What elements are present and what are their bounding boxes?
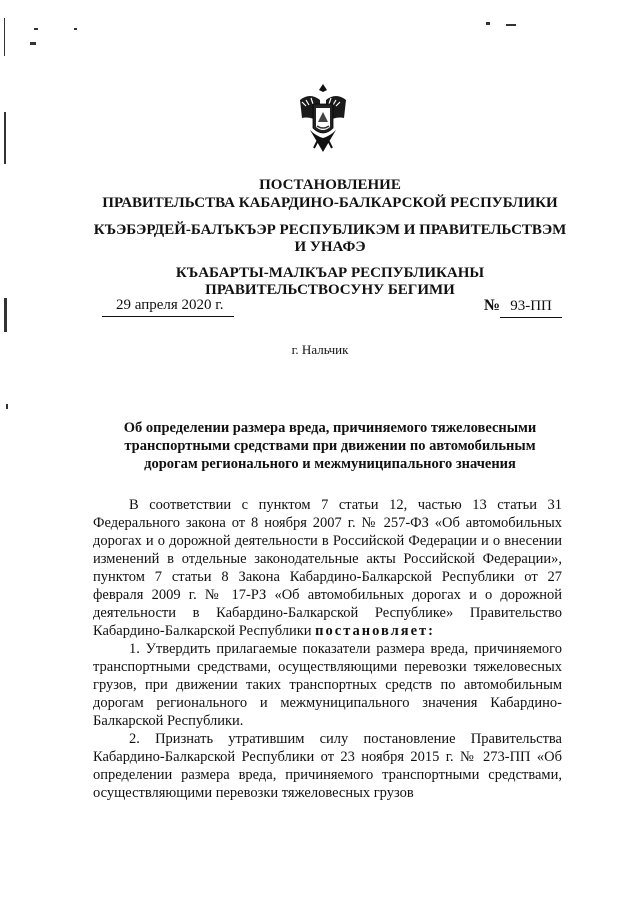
intro-paragraph [93, 496, 562, 640]
decree-word: постановляет: [315, 623, 435, 639]
government-name-ru: ПРАВИТЕЛЬСТВА КАБАРДИНО-БАЛКАРСКОЙ РЕСПУБЛИКИ [102, 195, 558, 211]
coat-of-arms-emblem [296, 82, 350, 154]
government-name-kbd: КЪЭБЭРДЕЙ-БАЛЪКЪЭР РЕСПУБЛИКЭМ И ПРАВИТЕЛЬСТВЭМ И УНАФЭ [93, 222, 567, 255]
document-number [484, 297, 568, 318]
document-type-heading: ПОСТАНОВЛЕНИЕ [259, 177, 401, 193]
item-2-paragraph: 2. Признать утратившим силу постановление Правительства Кабардино-Балкарской Республики от 23 ноября 2015 г. № 273-ПП «Об определении размера вреда, причиняемого транспортными средствами, осуществляющими перевозки тяжеловесных грузов [93, 731, 562, 801]
document-title: Об определении размера вреда, причиняемого тяжеловесными транспортными средствами при движении по автомобильным дорогам регионального и межмуниципального значения [123, 420, 537, 472]
document-number-value: 93-ПП [500, 298, 562, 318]
scan-speck [74, 28, 77, 30]
scan-speck [30, 42, 36, 45]
scan-speck [4, 298, 7, 332]
intro-text: В соответствии с пунктом 7 статьи 12, частью 13 статьи 31 Федерального закона от 8 ноября 2007 г. № 257-ФЗ «Об автомобильных дорогах и о дорожной деятельности в Российской Федерации и о внесении изменений в отдельные законодательные акты Российской Федерации», пунктом 7 статьи 8 Закона Кабардино-Балкарской Республики от 27 февраля 2009 г. № 17-РЗ «Об автомобильных дорогах и о дорожной деятельности в Кабардино-Балкарской Республике» Правительство Кабардино-Балкарской Республики [93, 497, 562, 639]
government-name-krc: КЪАБАРТЫ-МАЛКЪАР РЕСПУБЛИКАНЫ ПРАВИТЕЛЬСТВОСУНУ БЕГИМИ [175, 265, 485, 298]
document-date-value: 29 апреля 2020 г. [116, 297, 224, 313]
city-name: г. Нальчик [291, 342, 349, 357]
scan-speck [6, 404, 8, 409]
document-body [93, 496, 562, 802]
scan-speck [34, 28, 38, 30]
item-1-paragraph: 1. Утвердить прилагаемые показатели размера вреда, причиняемого транспортными средствами, осуществляющими перевозки тяжеловесных грузов, при движении таких транспортных средств по автомобильным дорогам регионального и межмуниципального значения Кабардино-Балкарской Республики. [93, 641, 562, 729]
document-date [102, 297, 234, 317]
number-sign: № [484, 297, 501, 314]
scan-speck [4, 112, 6, 164]
scan-speck [506, 24, 516, 26]
scan-speck [4, 18, 5, 56]
scan-speck [486, 22, 490, 25]
